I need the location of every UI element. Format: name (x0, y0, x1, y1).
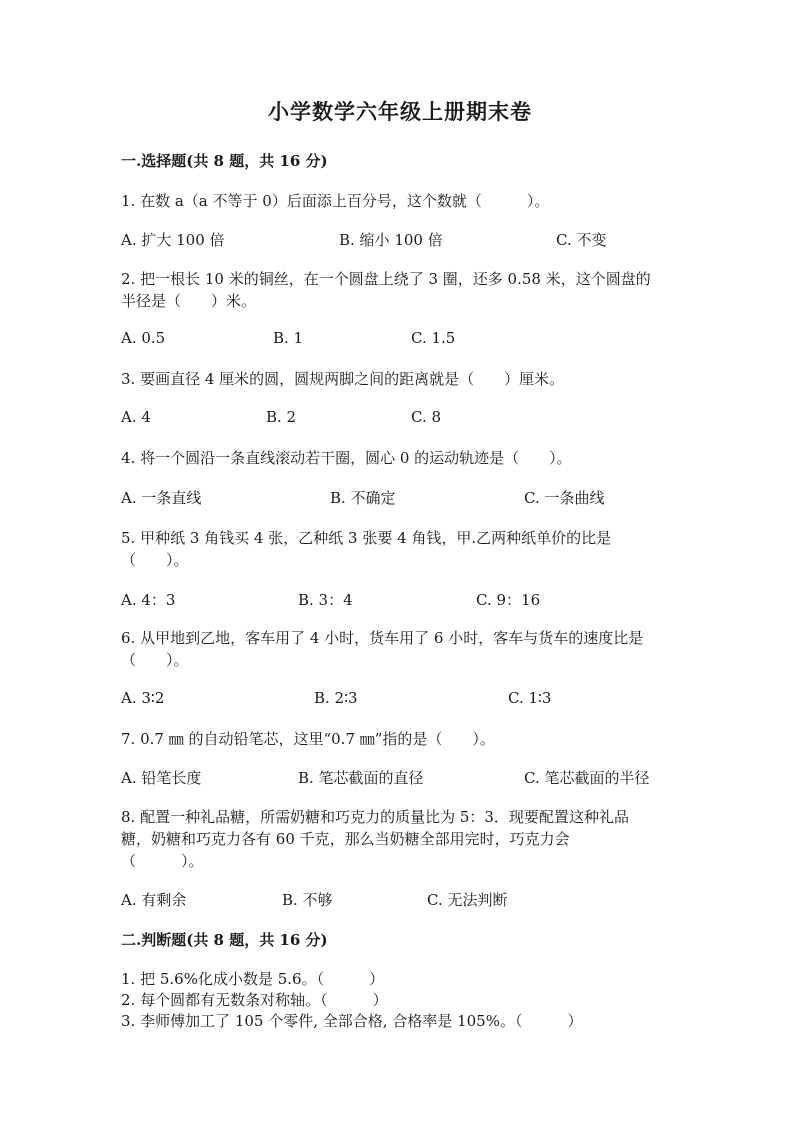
question-7-option-c: C. 笔芯截面的半径 (524, 769, 650, 787)
question-1-option-b: B. 缩小 100 倍 (339, 231, 443, 249)
question-7-text: 7. 0.7 ㎜ 的自动铅笔芯，这里“0.7 ㎜”指的是（ ）。 (121, 730, 495, 748)
question-2-text-line-2: 半径是（ ）米。 (121, 292, 257, 310)
section-heading-judgement: 二.判断题(共 8 题，共 16 分) (121, 931, 328, 949)
question-3-option-c: C. 8 (411, 408, 442, 426)
question-1-option-c: C. 不变 (556, 231, 607, 249)
question-3-option-a: A. 4 (121, 408, 151, 426)
question-1-option-a: A. 扩大 100 倍 (121, 231, 225, 249)
question-7-option-a: A. 铅笔长度 (121, 769, 202, 787)
question-2-text-line-1: 2. 把一根长 10 米的铜丝，在一个圆盘上绕了 3 圈，还多 0.58 米，这个圆盘的 (121, 270, 651, 288)
judgement-question-1: 1. 把 5.6%化成小数是 5.6。（ ） (121, 970, 385, 988)
question-6-option-b: B. 2∶3 (314, 689, 358, 707)
question-4-option-b: B. 不确定 (330, 489, 396, 507)
question-5-option-a: A. 4：3 (121, 591, 176, 609)
judgement-question-3: 3. 李师傅加工了 105 个零件, 全部合格, 合格率是 105%。（ ） (121, 1012, 583, 1030)
question-4-option-c: C. 一条曲线 (524, 489, 605, 507)
question-8-option-b: B. 不够 (282, 891, 333, 909)
question-8-text-line-3: （ ）。 (121, 852, 204, 870)
question-5-text-line-2: （ ）。 (121, 551, 189, 569)
question-8-option-c: C. 无法判断 (427, 891, 508, 909)
question-8-text-line-2: 糖，奶糖和巧克力各有 60 千克，那么当奶糖全部用完时，巧克力会 (121, 830, 570, 848)
question-6-option-c: C. 1∶3 (508, 689, 552, 707)
question-1-text: 1. 在数 a（a 不等于 0）后面添上百分号，这个数就（ ）。 (121, 192, 550, 210)
question-8-text-line-1: 8. 配置一种礼品糖，所需奶糖和巧克力的质量比为 5：3．现要配置这种礼品 (121, 808, 629, 826)
question-3-option-b: B. 2 (266, 408, 297, 426)
page-title: 小学数学六年级上册期末卷 (268, 99, 532, 124)
question-3-text: 3. 要画直径 4 厘米的圆，圆规两脚之间的距离就是（ ）厘米。 (121, 370, 565, 388)
question-6-text-line-1: 6. 从甲地到乙地，客车用了 4 小时，货车用了 6 小时，客车与货车的速度比是 (121, 629, 644, 647)
question-2-option-b: B. 1 (273, 329, 304, 347)
section-heading-choice: 一.选择题(共 8 题，共 16 分) (121, 152, 328, 170)
question-4-text: 4. 将一个圆沿一条直线滚动若干圈，圆心 0 的运动轨迹是（ ）。 (121, 449, 572, 467)
question-8-option-a: A. 有剩余 (121, 891, 187, 909)
question-4-option-a: A. 一条直线 (121, 489, 202, 507)
question-5-text-line-1: 5. 甲种纸 3 角钱买 4 张，乙种纸 3 张要 4 角钱，甲.乙两种纸单价的比是 (121, 529, 612, 547)
question-7-option-b: B. 笔芯截面的直径 (298, 769, 424, 787)
question-5-option-c: C. 9：16 (476, 591, 541, 609)
question-2-option-a: A. 0.5 (121, 329, 166, 347)
judgement-question-2: 2. 每个圆都有无数条对称轴。（ ） (121, 991, 388, 1009)
question-2-option-c: C. 1.5 (411, 329, 456, 347)
question-5-option-b: B. 3：4 (298, 591, 353, 609)
question-6-option-a: A. 3∶2 (121, 689, 165, 707)
question-6-text-line-2: （ ）。 (121, 651, 189, 669)
